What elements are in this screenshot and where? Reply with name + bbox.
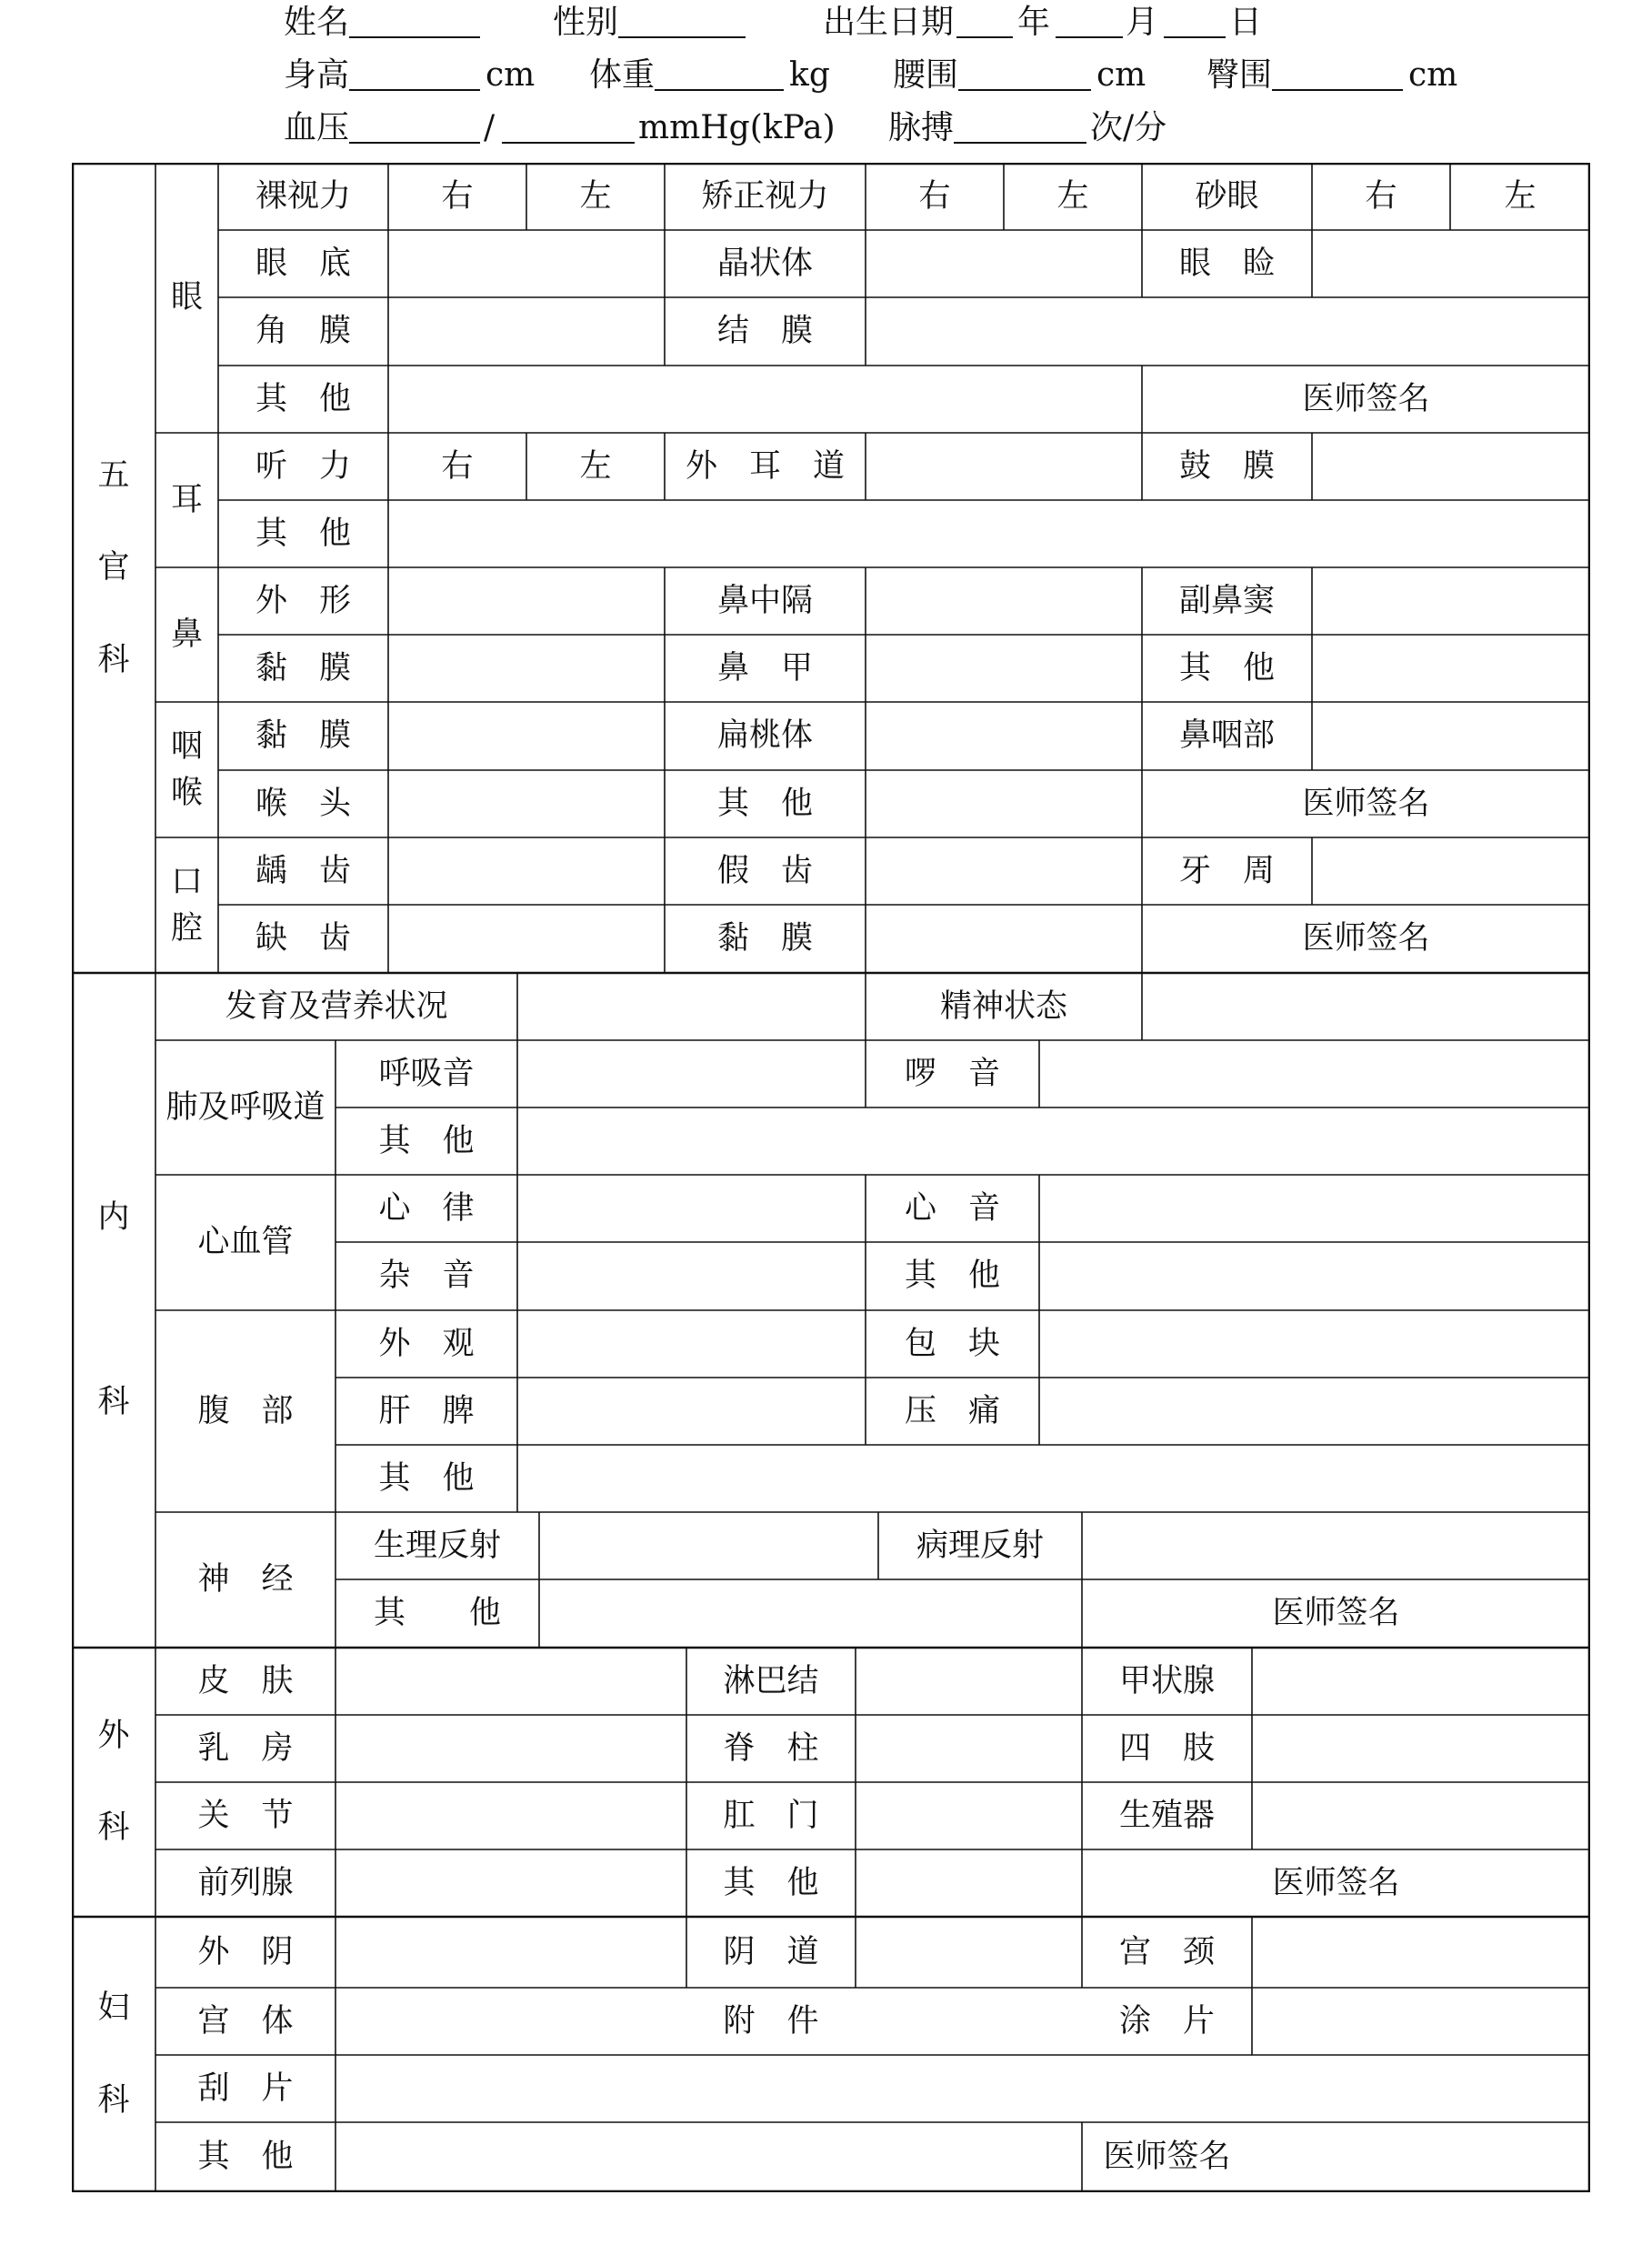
label-hearing: 听 力 [255,447,351,485]
trachoma-right: 右 [1365,177,1397,215]
label-eardrum: 鼓 膜 [1178,447,1275,485]
label-joints: 关 节 [197,1797,294,1834]
naked-vision-left: 左 [579,177,612,215]
label-cornea: 角 膜 [255,313,351,350]
label-vagina: 阴 道 [723,1933,819,1970]
label-height: 身高 [284,56,350,94]
label-tonsil: 扁桃体 [716,717,813,755]
label-naked-vision: 裸视力 [255,177,351,215]
label-nasal-septum: 鼻中隔 [716,582,813,619]
label-ear-canal: 外 耳 道 [685,447,845,485]
birth-month-blank[interactable] [1056,4,1123,38]
naked-vision-right: 右 [441,177,474,215]
label-caries: 龋 齿 [255,852,351,889]
label-blood-pressure: 血压 [284,109,350,146]
unit-pulse: 次/分 [1090,109,1167,146]
label-pathological-reflex: 病理反射 [916,1527,1044,1564]
label-missing-teeth: 缺 齿 [255,920,351,957]
bp-systolic-blank[interactable] [349,109,480,144]
hearing-right: 右 [441,447,474,485]
label-abdomen-appearance: 外 观 [378,1325,475,1362]
label-fundus: 眼 底 [255,245,351,282]
label-breast: 乳 房 [197,1729,294,1767]
label-uterus: 宫 体 [197,2002,294,2040]
birth-day-blank[interactable] [1164,4,1226,38]
eye-doctor-signature[interactable]: 医师签名 [1302,380,1430,417]
label-tenderness: 压 痛 [904,1392,1000,1429]
label-oral-mucosa: 黏 膜 [716,920,813,957]
label-skin: 皮 肤 [197,1662,294,1699]
hip-blank[interactable] [1272,56,1403,91]
label-mental-state: 精神状态 [939,987,1067,1025]
group-mouth: 口 腔 [170,863,203,947]
label-nose-shape: 外 形 [255,582,351,619]
section-gynecology: 妇 科 [97,1989,130,2119]
label-nasopharynx: 鼻咽部 [1178,717,1275,755]
form-header [0,0,1652,159]
label-hip: 臀围 [1206,56,1273,94]
surgery-doctor-signature[interactable]: 医师签名 [1272,1864,1400,1901]
exam-table [72,163,1590,2192]
gender-blank[interactable] [618,4,746,38]
corrected-vision-left: 左 [1056,177,1089,215]
bp-diastolic-blank[interactable] [502,109,635,144]
label-eyelid: 眼 睑 [1178,245,1275,282]
unit-height: cm [486,56,536,94]
throat-doctor-signature[interactable]: 医师签名 [1302,785,1430,822]
label-rale: 啰 音 [904,1055,1000,1092]
gyn-doctor-signature[interactable]: 医师签名 [1103,2139,1231,2176]
hearing-left: 左 [579,447,612,485]
group-eye: 眼 [170,279,203,316]
label-neuro-other: 其 他 [373,1595,501,1632]
unit-weight: kg [789,56,830,94]
label-larynx: 喉 头 [255,785,351,822]
label-gender: 性别 [553,4,619,41]
section-surgery: 外 科 [97,1717,130,1847]
bp-separator: / [484,109,496,146]
label-lens: 晶状体 [716,245,813,282]
group-nose: 鼻 [170,616,203,653]
group-ear: 耳 [170,481,203,518]
label-corrected-vision: 矫正视力 [701,177,829,215]
label-name: 姓名 [284,4,350,41]
name-blank[interactable] [349,4,480,38]
unit-hip: cm [1408,56,1458,94]
label-mass: 包 块 [904,1325,1000,1362]
label-conjunctiva: 结 膜 [716,313,813,350]
unit-waist: cm [1096,56,1146,94]
label-vulva: 外 阴 [197,1933,294,1970]
label-prostate: 前列腺 [197,1864,294,1901]
label-gyn-other: 其 他 [197,2139,294,2176]
label-development: 发育及营养状况 [225,987,448,1025]
label-murmur: 杂 音 [378,1258,475,1295]
label-weight: 体重 [589,56,656,94]
label-thyroid: 甲状腺 [1118,1662,1215,1699]
waist-blank[interactable] [958,56,1091,91]
label-month: 月 [1126,4,1159,41]
label-lung-other: 其 他 [378,1122,475,1159]
label-physiological-reflex: 生理反射 [373,1527,501,1564]
label-heart-rhythm: 心 律 [378,1189,475,1227]
label-trachoma: 砂眼 [1195,177,1259,215]
pulse-blank[interactable] [954,109,1086,144]
label-breath-sound: 呼吸音 [378,1055,475,1092]
group-abdomen: 腹 部 [197,1392,294,1429]
label-adnexa: 附 件 [723,2002,819,2040]
label-turbinate: 鼻 甲 [716,649,813,687]
label-throat-mucosa: 黏 膜 [255,717,351,755]
group-neuro: 神 经 [197,1561,294,1599]
label-cervix: 宫 颈 [1118,1933,1215,1970]
unit-bp: mmHg(kPa) [638,109,836,146]
group-lung: 肺及呼吸道 [165,1088,325,1126]
label-spine: 脊 柱 [723,1729,819,1767]
internal-doctor-signature[interactable]: 医师签名 [1272,1595,1400,1632]
label-liver-spleen: 肝 脾 [378,1392,475,1429]
label-surgery-other: 其 他 [723,1864,819,1901]
trachoma-left: 左 [1504,177,1537,215]
ent-doctor-signature[interactable]: 医师签名 [1302,920,1430,957]
label-birthdate: 出生日期 [823,4,955,41]
group-throat: 咽 喉 [170,727,203,811]
label-lymph-nodes: 淋巴结 [723,1662,819,1699]
label-day: 日 [1229,4,1263,41]
label-waist: 腰围 [893,56,959,94]
label-throat-other: 其 他 [716,785,813,822]
label-genitals: 生殖器 [1118,1797,1215,1834]
height-blank[interactable] [349,56,480,91]
section-internal: 内 科 [97,1199,130,1421]
label-year: 年 [1017,4,1051,41]
label-limbs: 四 肢 [1118,1729,1215,1767]
label-smear: 涂 片 [1118,2002,1215,2040]
weight-blank[interactable] [655,56,784,91]
label-periodontal: 牙 周 [1178,852,1275,889]
label-anus: 肛 门 [723,1797,819,1834]
corrected-vision-right: 右 [918,177,951,215]
label-nasal-mucosa: 黏 膜 [255,649,351,687]
label-eye-other: 其 他 [255,380,351,417]
section-ent: 五 官 科 [97,456,130,678]
label-pulse: 脉搏 [888,109,955,146]
label-ear-other: 其 他 [255,515,351,552]
label-abdomen-other: 其 他 [378,1459,475,1497]
label-nose-other: 其 他 [1178,649,1275,687]
label-heart-sound: 心 音 [904,1189,1000,1227]
group-cardiovascular: 心血管 [197,1224,294,1261]
label-denture: 假 齿 [716,852,813,889]
label-sinus: 副鼻窦 [1178,582,1275,619]
label-cardio-other: 其 他 [904,1258,1000,1295]
label-scraping: 刮 片 [197,2070,294,2107]
birth-year-blank[interactable] [956,4,1013,38]
